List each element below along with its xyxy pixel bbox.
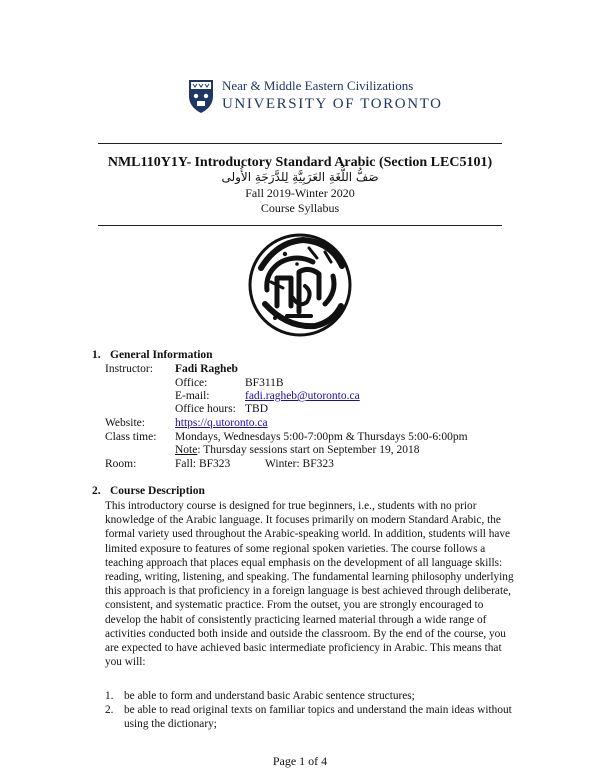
course-term: Fall 2019-Winter 2020: [245, 186, 355, 200]
top-divider: [98, 143, 502, 144]
room-fall: Fall: BF323: [175, 458, 231, 470]
arabic-calligraphy-emblem: [247, 232, 353, 338]
objective-text: be able to form and understand basic Arabic sentence structures;: [124, 690, 415, 702]
office-hours-label: Office hours:: [175, 403, 236, 415]
course-title: [98, 155, 502, 171]
list-item: [105, 703, 515, 731]
class-time-label: Class time:: [105, 431, 157, 443]
office-value: BF311B: [245, 377, 284, 389]
room-winter: Winter: BF323: [265, 458, 334, 470]
section-course-description: [92, 485, 205, 497]
course-name: Introductory Standard Arabic (Section LEC5101): [194, 155, 493, 170]
office-hours-value: TBD: [245, 403, 268, 415]
website-label: Website:: [105, 417, 145, 429]
instructor-label: Instructor:: [105, 363, 153, 375]
arabic-course-title: صَفُّ اللُّغَةِ العَرَبِيَّةِ لِلدَّرَجَةِ الأُولى: [221, 170, 379, 184]
office-label: Office:: [175, 377, 208, 389]
objective-text: be able to read original texts on familiar topics and understand the main ideas without using the dictionary;: [124, 704, 512, 731]
list-item: [105, 689, 515, 703]
section-heading: General Information: [110, 349, 213, 361]
course-code: NML110Y1Y-: [107, 155, 192, 170]
university-name: UNIVERSITY OF TORONTO: [222, 96, 443, 112]
note-label: Note: [175, 444, 198, 456]
class-time-value: Mondays, Wednesdays 5:00-7:00pm & Thursdays 5:00-6:00pm: [175, 431, 468, 443]
email-link[interactable]: fadi.ragheb@utoronto.ca: [245, 390, 360, 402]
note-text: : Thursday sessions start on September 19, 2018: [197, 444, 420, 456]
learning-objectives-list: [105, 689, 515, 732]
objective-number: 1.: [105, 690, 114, 702]
course-description-paragraph: This introductory course is designed for true beginners, i.e., students with no prior knowledge of the Arabic language. It focuses primarily on modern Standard Arabic, the formal variety used throughout the Arabic-speaking world. In addition, students will have limited exposure to features of some regional spoken varieties. The course follows a teaching approach that places equal emphasis on the development of all language skills: reading, writing, listening, and speaking. The fundamental learning philosophy underlying this approach is that proficiency in a foreign language is best achieved through deliberate, consistent, and systematic practice. From the outset, you are strongly encouraged to develop the habit of consistently practicing learned material through a wide range of activities conducted both inside and outside the classroom. By the end of the course, you are expected to have achieved basic intermediate proficiency in Arabic. This means that you will:: [105, 500, 514, 669]
section-number: 2.: [92, 485, 101, 497]
section-general-information: [92, 349, 213, 361]
room-label: Room:: [105, 458, 137, 470]
document-type: Course Syllabus: [260, 201, 340, 215]
email-label: E-mail:: [175, 390, 210, 402]
objective-number: 2.: [105, 704, 114, 717]
bottom-divider: [98, 225, 502, 226]
class-note: [175, 444, 419, 456]
department-name: Near & Middle Eastern Civilizations: [222, 78, 414, 93]
crest-icon: [188, 78, 214, 114]
section-heading: Course Description: [110, 485, 205, 497]
university-logo: [188, 72, 443, 124]
page-number: Page 1 of 4: [272, 754, 328, 768]
instructor-name: Fadi Ragheb: [175, 363, 238, 375]
section-number: 1.: [92, 349, 101, 361]
website-link[interactable]: https://q.utoronto.ca: [175, 417, 268, 429]
